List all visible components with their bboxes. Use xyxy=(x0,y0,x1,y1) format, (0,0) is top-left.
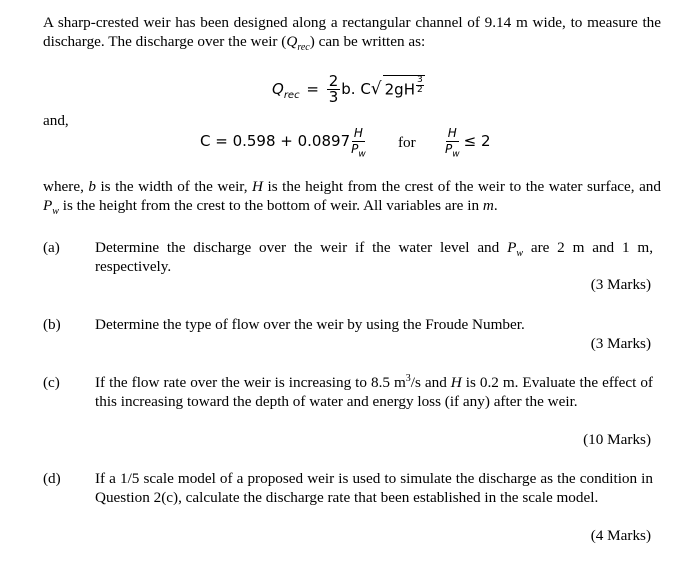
coefficient-equation: C = 0.598 + 0.0897 $\frac{H}{P_w}$ xyxy=(200,126,366,160)
question-d-label: (d) xyxy=(43,470,61,487)
and-label: and, xyxy=(43,112,69,129)
question-d-text: If a 1/5 scale model of a proposed weir is used to simulate the discharge as the condition in Question 2(c), calculate the discharge rate that been established in the scale model. xyxy=(95,470,653,506)
intro-paragraph xyxy=(43,13,661,54)
question-a-label: (a) xyxy=(43,239,60,256)
question-c-text: If the flow rate over the weir is increasing to 8.5 $m^3/s$ and H is 0.2 m. Evaluate the effect of this increasing toward the depth of water and energy loss (if any) after the weir. xyxy=(95,372,653,410)
question-c-marks: (10 Marks) xyxy=(583,431,651,448)
question-b-label: (b) xyxy=(43,316,61,333)
question-c-label: (c) xyxy=(43,374,60,391)
discharge-equation: $Q_{rec}$ = $\frac{2}{3}$ b. C√ 2gH $^{\frac{3}{2}}$ xyxy=(272,72,423,106)
condition-inequality: $\frac{H}{P_w}$ ≤ 2 xyxy=(445,126,491,160)
q-rec-symbol: $Q_{rec}$ xyxy=(286,33,310,54)
question-b-text: Determine the type of flow over the weir by using the Froude Number. xyxy=(95,316,525,333)
question-a-marks: (3 Marks) xyxy=(590,276,651,293)
intro-text: A sharp-crested weir has been designed along a rectangular channel of 9.14 m wide, to measure the discharge. The discharge over the weir ( xyxy=(43,14,661,50)
where-paragraph: where, b is the width of the weir, H is the height from the crest of the weir to the water surface, and $P_w$ is the height from the crest to the bottom of weir. All variables are in m. xyxy=(43,178,661,218)
question-d-marks: (4 Marks) xyxy=(590,527,651,544)
for-label: for xyxy=(398,134,416,151)
intro-text-end: ) can be written as: xyxy=(309,33,426,50)
question-b-marks: (3 Marks) xyxy=(590,335,651,352)
question-a-text: Determine the discharge over the weir if the water level and $P_w$ are 2 m and 1 m, respectively. xyxy=(95,239,653,275)
two-thirds-fraction: $\frac{2}{3}$ xyxy=(328,72,339,106)
